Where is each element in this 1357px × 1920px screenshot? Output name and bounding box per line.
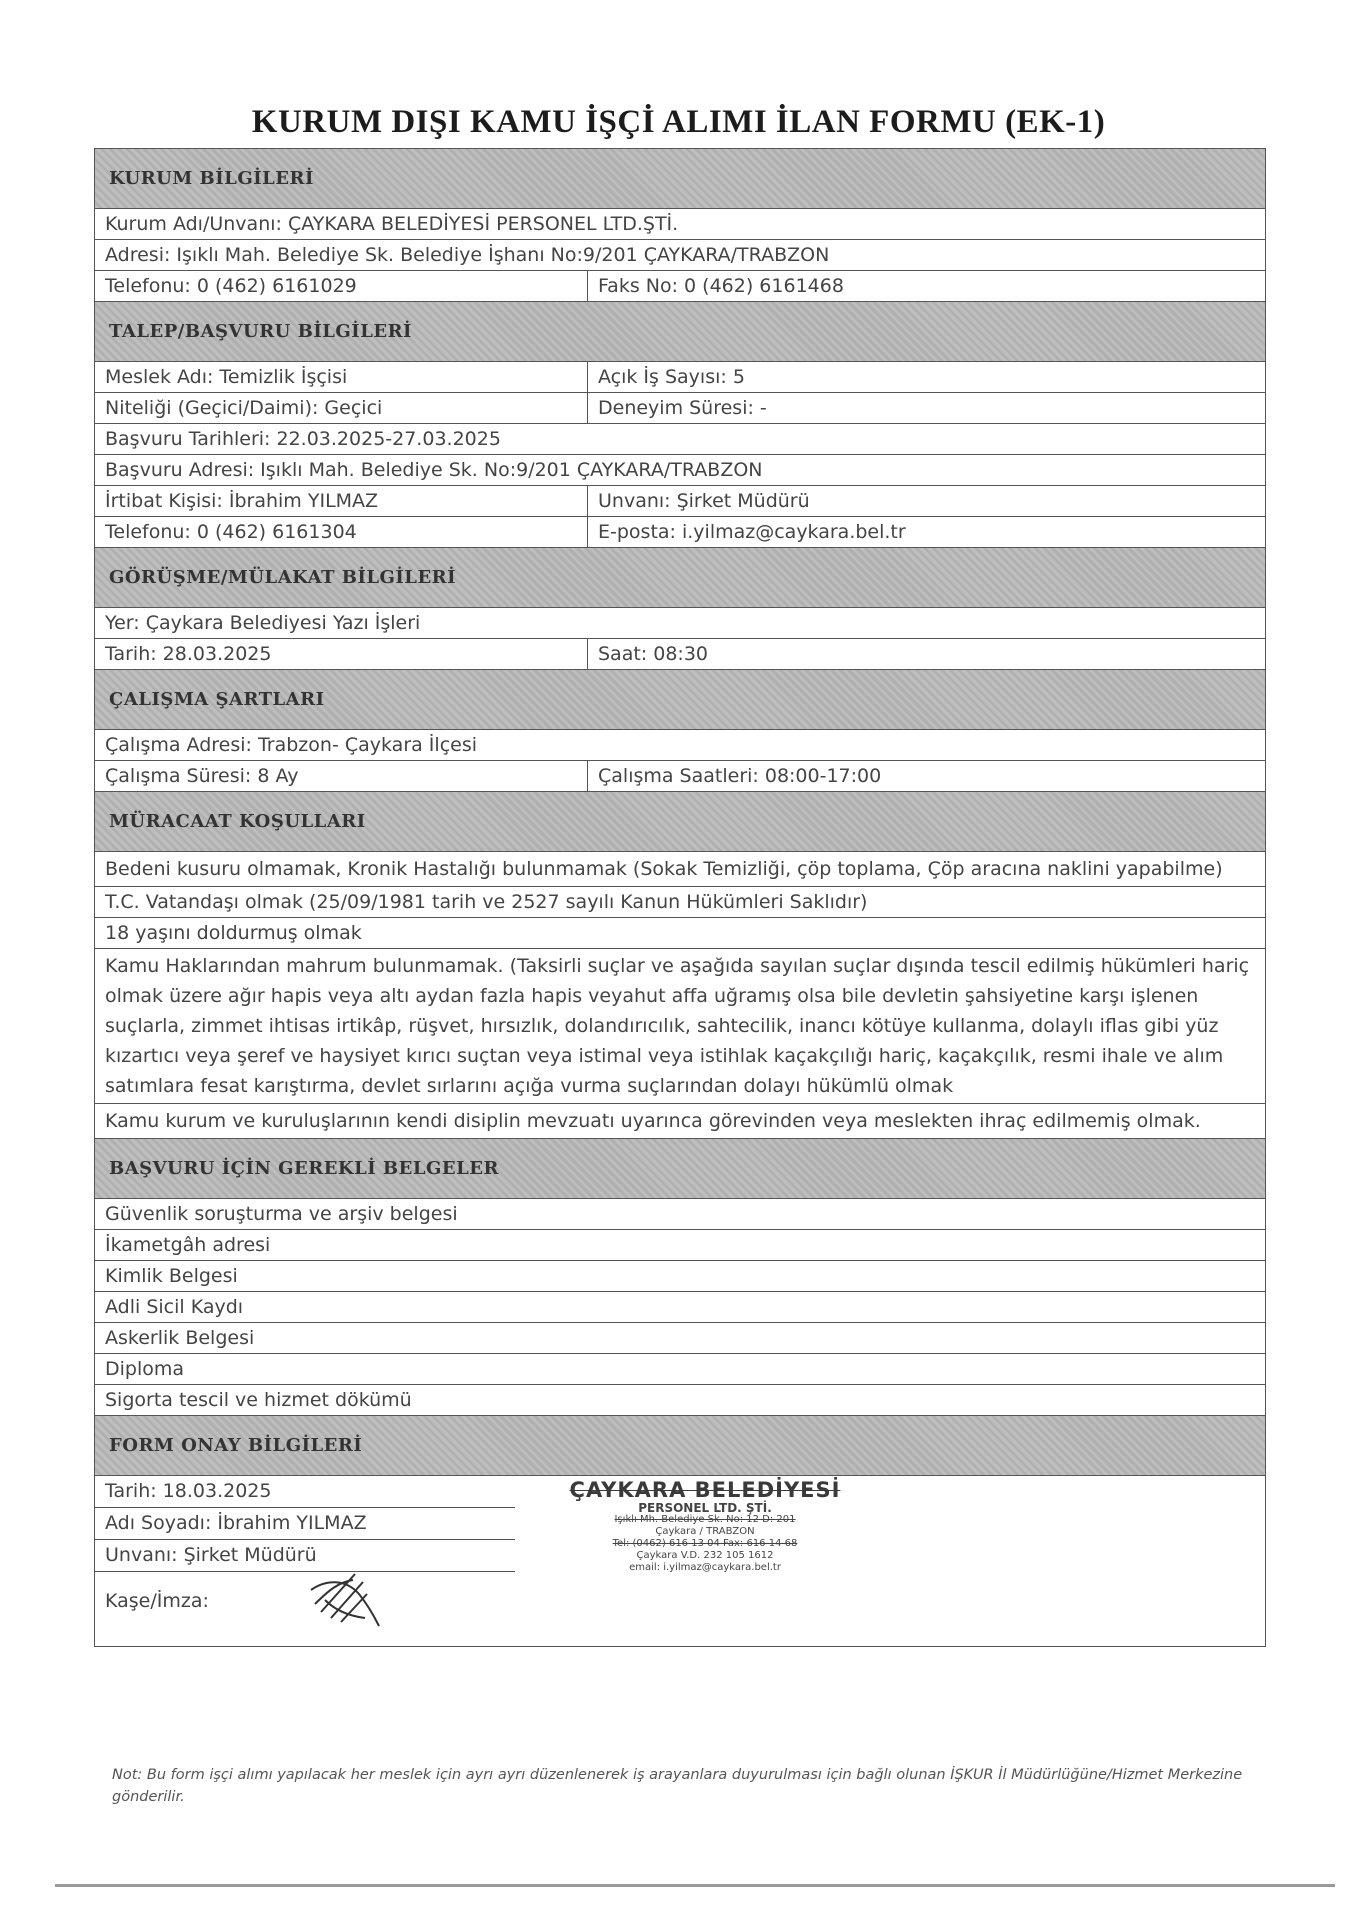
row-kurum-adi [94, 208, 1266, 239]
kurum-telefon: Telefonu: 0 (462) 6161029 [95, 271, 588, 301]
stamp-line: Çaykara / TRABZON [655, 1526, 755, 1537]
belge-item [94, 1260, 1266, 1291]
row-basvuru-tarihleri [94, 423, 1266, 454]
muracaat-item-text: Kamu Haklarından mahrum bulunmamak. (Taksirli suçlar ve aşağıda sayılan suçlar dışında tescil edilmiş hükümleri hariç olmak üzere ağır hapis veya altı aydan fazla hapis veyahut affa uğramış olsa bile devletin şahsiyetine karşı işlenen suçlarla, zimmet ihtisas irtikâp, rüşvet, hırsızlık, dolandırıcılık, sahtecilik, inancı kötüye kullanma, dolaylı iflas gibi yüz kızartıcı veya şeref ve haysiyet kırıcı suçtan veya istimal veya istihlak kaçakçılığı hariç, kaçakçılık, resmi ihale ve alım satımlara fesat karıştırma, devlet sırlarını açığa vurma suçlarından dolayı hükümlü olmak [105, 955, 1250, 1097]
talep-telefon: Telefonu: 0 (462) 6161304 [95, 517, 588, 547]
belge-item [94, 1384, 1266, 1415]
section-header-kurum: KURUM BİLGİLERİ [94, 148, 1266, 208]
muracaat-item-text: T.C. Vatandaşı olmak (25/09/1981 tarih ve 2527 sayılı Kanun Hükümleri Saklıdır) [105, 891, 868, 913]
row-talep-iletisim [94, 516, 1266, 547]
belge-item [94, 1291, 1266, 1322]
section-header-talep: TALEP/BAŞVURU BİLGİLERİ [94, 301, 1266, 361]
row-meslek [94, 361, 1266, 392]
belgeler-list [94, 1198, 1266, 1415]
row-gorusme-yer [94, 607, 1266, 638]
kurum-adres: Adresi: Işıklı Mah. Belediye Sk. Belediye İşhanı No:9/201 ÇAYKARA/TRABZON [105, 244, 830, 266]
belge-item-text: Adli Sicil Kaydı [105, 1296, 244, 1318]
basvuru-adresi: Başvuru Adresi: Işıklı Mah. Belediye Sk. No:9/201 ÇAYKARA/TRABZON [105, 459, 763, 481]
onay-adi-soyadi: Adı Soyadı: İbrahim YILMAZ [95, 1508, 515, 1540]
signature-icon [305, 1560, 385, 1630]
kase-imza-label: Kaşe/İmza: [105, 1590, 209, 1612]
row-niteligi [94, 392, 1266, 423]
muracaat-item [94, 886, 1266, 917]
row-kurum-adres [94, 239, 1266, 270]
form-title: KURUM DIŞI KAMU İŞÇİ ALIMI İLAN FORMU (EK-1) [251, 104, 1106, 140]
muracaat-item-text: Bedeni kusuru olmamak, Kronik Hastalığı bulunmamak (Sokak Temizliği, çöp toplama, Çöp aracına naklini yapabilme) [105, 858, 1223, 880]
belge-item-text: Güvenlik soruşturma ve arşiv belgesi [105, 1203, 458, 1225]
stamp-line: PERSONEL LTD. ŞTİ. [638, 1501, 772, 1515]
company-stamp [515, 1478, 895, 1574]
row-calisma-sure [94, 760, 1266, 791]
kurum-faks: Faks No: 0 (462) 6161468 [598, 275, 844, 297]
section-header-muracaat: MÜRACAAT KOŞULLARI [94, 791, 1266, 851]
muracaat-item [94, 948, 1266, 1103]
belge-item [94, 1198, 1266, 1229]
niteligi: Niteliği (Geçici/Daimi): Geçici [95, 393, 588, 423]
irtibat-kisisi: İrtibat Kişisi: İbrahim YILMAZ [95, 486, 588, 516]
gorusme-tarih: Tarih: 28.03.2025 [95, 639, 588, 669]
onay-tarih: Tarih: 18.03.2025 [95, 1476, 515, 1508]
muracaat-item [94, 1103, 1266, 1138]
irtibat-unvan: Unvanı: Şirket Müdürü [598, 490, 810, 512]
section-header-onay: FORM ONAY BİLGİLERİ [94, 1415, 1266, 1475]
onay-block [94, 1475, 1266, 1647]
section-header-belgeler: BAŞVURU İÇİN GEREKLİ BELGELER [94, 1138, 1266, 1198]
muracaat-item-text: 18 yaşını doldurmuş olmak [105, 922, 362, 944]
row-irtibat [94, 485, 1266, 516]
muracaat-item [94, 851, 1266, 886]
gorusme-yer: Yer: Çaykara Belediyesi Yazı İşleri [105, 612, 421, 634]
calisma-adresi: Çalışma Adresi: Trabzon- Çaykara İlçesi [105, 734, 478, 756]
section-header-gorusme: GÖRÜŞME/MÜLAKAT BİLGİLERİ [94, 547, 1266, 607]
stamp-company-name: ÇAYKARA BELEDİYESİ [569, 1478, 841, 1502]
footer-note: Not: Bu form işçi alımı yapılacak her meslek için ayrı ayrı düzenlenerek iş arayanlara duyurulması için bağlı olunan İŞKUR İl Müdürlüğüne/Hizmet Merkezine gönderilir. [112, 1767, 1243, 1805]
row-gorusme-zaman [94, 638, 1266, 669]
form-table [94, 148, 1266, 1647]
belge-item-text: Kimlik Belgesi [105, 1265, 238, 1287]
muracaat-item-text: Kamu kurum ve kuruluşlarının kendi disiplin mevzuatı uyarınca görevinden veya meslekten ihraç edilmemiş olmak. [105, 1110, 1201, 1132]
stamp-line: email: i.yilmaz@caykara.bel.tr [629, 1562, 781, 1573]
row-kurum-iletisim [94, 270, 1266, 301]
row-basvuru-adresi [94, 454, 1266, 485]
deneyim-suresi: Deneyim Süresi: - [598, 397, 767, 419]
meslek-adi: Meslek Adı: Temizlik İşçisi [95, 362, 588, 392]
belge-item-text: Askerlik Belgesi [105, 1327, 255, 1349]
stamp-line: Işıklı Mh. Belediye Sk. No: 12 D: 201 [614, 1514, 796, 1525]
onay-unvan: Unvanı: Şirket Müdürü [95, 1540, 515, 1572]
calisma-saatleri: Çalışma Saatleri: 08:00-17:00 [598, 765, 882, 787]
basvuru-tarihleri: Başvuru Tarihleri: 22.03.2025-27.03.2025 [105, 428, 501, 450]
gorusme-saat: Saat: 08:30 [598, 643, 708, 665]
belge-item-text: Diploma [105, 1358, 185, 1380]
talep-eposta: E-posta: i.yilmaz@caykara.bel.tr [598, 521, 906, 543]
row-calisma-adres [94, 729, 1266, 760]
stamp-line: Tel: (0462) 616 13 04 Fax: 616 14 68 [612, 1538, 798, 1549]
kurum-adi: Kurum Adı/Unvanı: ÇAYKARA BELEDİYESİ PERSONEL LTD.ŞTİ. [105, 213, 679, 235]
belge-item [94, 1353, 1266, 1384]
scan-edge-line [55, 1884, 1335, 1887]
belge-item [94, 1322, 1266, 1353]
belge-item-text: İkametgâh adresi [105, 1234, 271, 1256]
stamp-line: Çaykara V.D. 232 105 1612 [636, 1550, 774, 1561]
belge-item-text: Sigorta tescil ve hizmet dökümü [105, 1389, 412, 1411]
calisma-suresi: Çalışma Süresi: 8 Ay [95, 761, 588, 791]
belge-item [94, 1229, 1266, 1260]
muracaat-item [94, 917, 1266, 948]
acik-is-sayisi: Açık İş Sayısı: 5 [598, 366, 745, 388]
section-header-calisma: ÇALIŞMA ŞARTLARI [94, 669, 1266, 729]
